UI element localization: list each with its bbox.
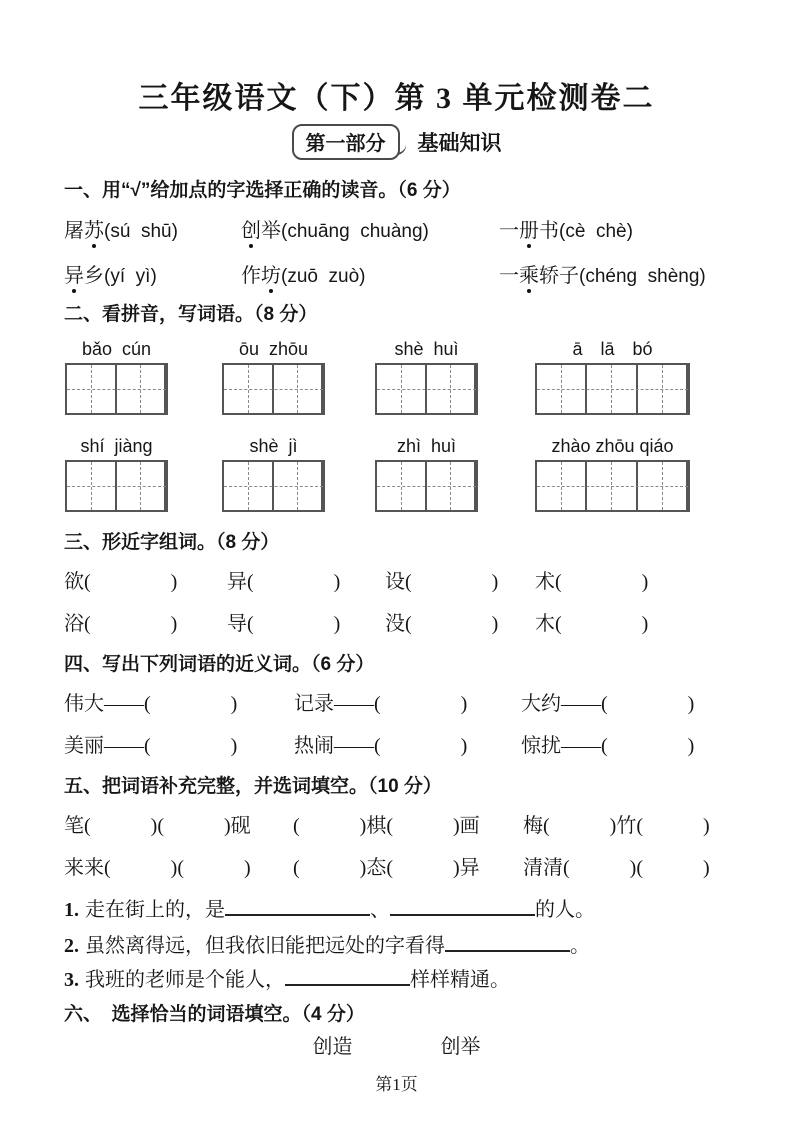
writing-block	[65, 435, 168, 512]
answer-blank	[390, 896, 535, 916]
pinyin-label: zhào zhōu qiáo	[551, 436, 674, 456]
part-header	[38, 126, 755, 158]
phonetic-choice-item: 一册书(cè chè)	[499, 220, 633, 242]
pinyin-grid-row2	[64, 435, 755, 512]
grid-midline	[377, 389, 476, 390]
idiom-completion-item: 来来( )( )	[64, 857, 251, 879]
part-title: 基础知识	[417, 132, 502, 155]
sentence-number: 3.	[64, 969, 79, 991]
pinyin-label: zhì huì	[396, 436, 457, 456]
fill-sentence-2: 2. 虽然离得远，但我依旧能把远处的字看得 。	[64, 932, 755, 960]
answer-blank	[445, 932, 570, 952]
idiom-completion-item: ( )棋( )画	[293, 815, 480, 837]
dotted-char: 苏	[84, 220, 104, 242]
phonetic-choice-item: 一乘轿子(chéng shèng)	[499, 265, 706, 287]
writing-grid	[65, 363, 168, 415]
writing-block	[222, 338, 325, 415]
word-form-item: 导( )	[227, 613, 341, 635]
section1-row1	[64, 216, 755, 247]
section4-row1	[64, 690, 755, 718]
idiom-completion-item: ( )态( )异	[293, 857, 480, 879]
section5-heading: 五、把词语补充完整，并选词填空。（10 分）	[64, 776, 442, 797]
synonym-item: 热闹——( )	[294, 735, 468, 757]
idiom-completion-item: 清清( )( )	[523, 857, 710, 879]
pinyin-label: ā lā bó	[572, 339, 653, 359]
pinyin-options: (yí yì)	[104, 266, 157, 287]
fill-sentence-3: 3. 我班的老师是个能人， 样样精通。	[64, 966, 755, 994]
sentence-number: 1.	[64, 899, 79, 921]
word-form-item: 设( )	[385, 571, 499, 593]
pinyin-label: ōu zhōu	[238, 339, 309, 359]
page-number: 第1页	[375, 1075, 418, 1094]
phonetic-choice-item: 屠苏(sú shū)	[64, 220, 178, 242]
pinyin-options: (chuāng chuàng)	[281, 221, 429, 242]
word-form-item: 术( )	[535, 571, 649, 593]
writing-block	[535, 338, 690, 415]
word-form-item: 异( )	[227, 571, 341, 593]
dotted-char: 坊	[261, 265, 281, 287]
dotted-char: 创	[241, 220, 261, 242]
synonym-item: 美丽——( )	[64, 735, 238, 757]
synonym-item: 大约——( )	[521, 693, 695, 715]
part-label-badge: 第一部分	[292, 124, 400, 160]
word-form-item: 欲( )	[64, 571, 178, 593]
section1-heading: 一、用“√”给加点的字选择正确的读音。（6 分）	[64, 180, 461, 201]
pinyin-label: shí jiàng	[80, 436, 153, 456]
sentence-number: 2.	[64, 935, 79, 957]
writing-grid	[375, 363, 478, 415]
writing-block	[375, 435, 478, 512]
dotted-char: 乘	[519, 265, 539, 287]
word-form-item: 木( )	[535, 613, 649, 635]
pinyin-label: shè jì	[249, 436, 298, 456]
phonetic-choice-item: 异乡(yí yì)	[64, 265, 157, 287]
phonetic-choice-item: 作坊(zuō zuò)	[241, 265, 366, 287]
grid-midline	[67, 389, 166, 390]
grid-midline	[67, 486, 166, 487]
fill-sentence-1: 1. 走在街上的，是 、 的人。	[64, 896, 755, 924]
section4-heading: 四、写出下列词语的近义词。（6 分）	[64, 654, 375, 675]
word-bank-item: 创造	[312, 1036, 353, 1058]
pinyin-options: (zuō zuò)	[281, 266, 366, 287]
pinyin-options: (chéng shèng)	[579, 266, 706, 287]
word-bank	[38, 1034, 755, 1060]
writing-grid	[535, 460, 690, 512]
dotted-char: 异	[64, 265, 84, 287]
section3-row2	[64, 610, 755, 638]
pinyin-options: (sú shū)	[104, 221, 178, 242]
dotted-char: 册	[519, 220, 539, 242]
word-form-item: 浴( )	[64, 613, 178, 635]
writing-grid	[65, 460, 168, 512]
grid-midline	[537, 486, 688, 487]
section3-heading: 三、形近字组词。（8 分）	[64, 532, 280, 553]
pinyin-grid-row1	[64, 338, 755, 415]
writing-block	[222, 435, 325, 512]
synonym-item: 惊扰——( )	[521, 735, 695, 757]
writing-block	[535, 435, 690, 512]
writing-grid	[375, 460, 478, 512]
writing-block	[375, 338, 478, 415]
section5-row1	[64, 812, 755, 840]
grid-midline	[224, 486, 323, 487]
grid-midline	[224, 389, 323, 390]
writing-grid	[222, 363, 325, 415]
word-form-item: 没( )	[385, 613, 499, 635]
section3-row1	[64, 568, 755, 596]
synonym-item: 记录——( )	[294, 693, 468, 715]
synonym-item: 伟大——( )	[64, 693, 238, 715]
writing-grid	[535, 363, 690, 415]
pinyin-label: bǎo cún	[81, 339, 152, 359]
page-title: 三年级语文（下）第 3 单元检测卷二	[138, 82, 655, 115]
writing-block	[65, 338, 168, 415]
section6-heading: 六、 选择恰当的词语填空。（4 分）	[64, 1004, 365, 1025]
section4-row2	[64, 732, 755, 760]
word-bank-item: 创举	[440, 1036, 481, 1058]
idiom-completion-item: 笔( )( )砚	[64, 815, 251, 837]
idiom-completion-item: 梅( )竹( )	[523, 815, 710, 837]
section2-heading: 二、看拼音，写词语。（8 分）	[64, 304, 318, 325]
grid-midline	[377, 486, 476, 487]
pinyin-options: (cè chè)	[559, 221, 633, 242]
writing-grid	[222, 460, 325, 512]
answer-blank	[225, 896, 370, 916]
answer-blank	[285, 966, 410, 986]
pinyin-label: shè huì	[394, 339, 459, 359]
section1-row2	[64, 261, 755, 292]
grid-midline	[537, 389, 688, 390]
phonetic-choice-item: 创举(chuāng chuàng)	[241, 220, 429, 242]
section5-row2	[64, 854, 755, 882]
